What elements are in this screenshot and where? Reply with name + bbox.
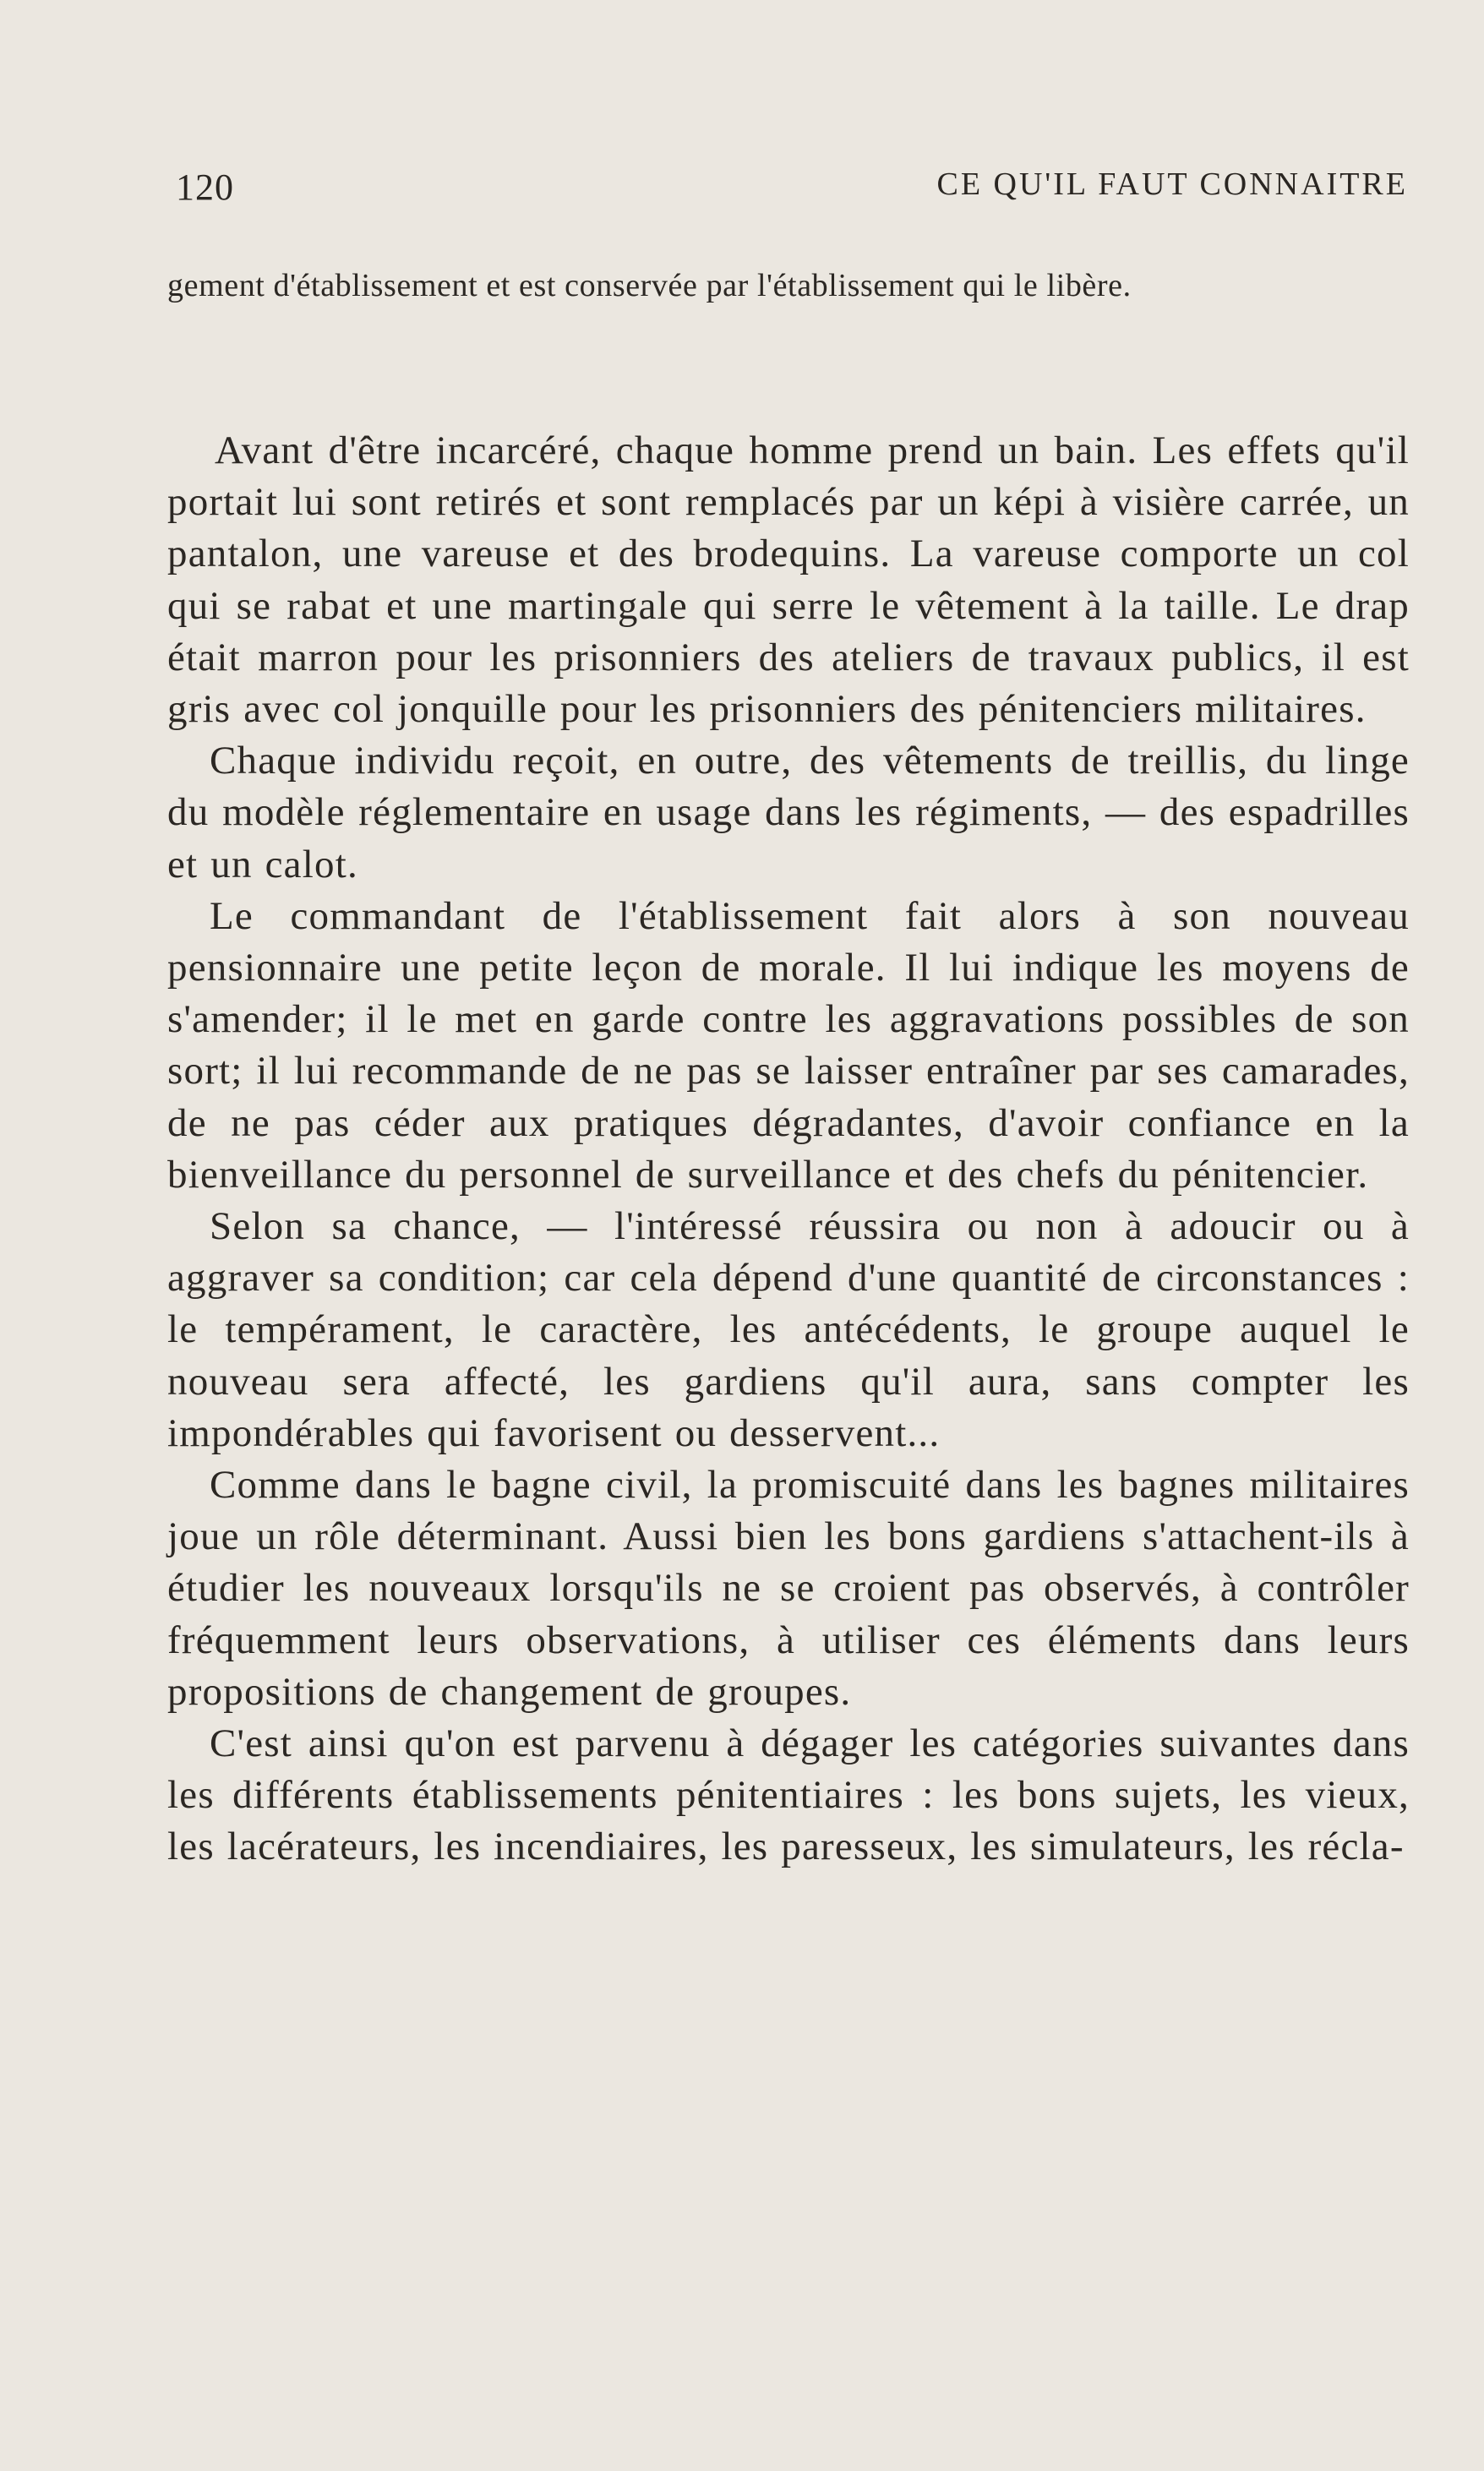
carryover-paragraph: gement d'établissement et est conservée par l'établissement qui le libère. [167,268,1132,303]
paragraph: Chaque individu reçoit, en outre, des vêtements de treillis, du linge du modèle réglementaire en usage dans les régiments, — des espadrilles et un calot. [167,739,1410,886]
paragraph: C'est ainsi qu'on est parvenu à dégager les catégories suivantes dans les différents établissements pénitentiaires : les bons sujets, les vieux, les lacérateurs, les incendiaires, les paresseux, les simulateurs, les récla- [167,1721,1410,1869]
body-text [167,425,1410,1874]
paragraph: Selon sa chance, — l'intéressé réussira ou non à adoucir ou à aggraver sa condition; car cela dépend d'une quantité de circonstances : le tempérament, le caractère, les antécédents, le groupe auquel le nouveau sera affecté, les gardiens qu'il aura, sans compter les impondérables qui favorisent ou desservent... [167,1204,1410,1455]
running-title: CE QU'IL FAUT CONNAITRE [936,166,1408,202]
running-header [176,166,1408,216]
paragraph: Avant d'être incarcéré, chaque homme prend un bain. Les effets qu'il portait lui sont retirés et sont remplacés par un képi à visière carrée, un pantalon, une vareuse et des brodequins. La vareuse comporte un col qui se rabat et une martingale qui serre le vêtement à la taille. Le drap était marron pour les prisonniers des ateliers de travaux publics, il est gris avec col jonquille pour les prisonniers des pénitenciers militaires. [167,428,1410,732]
page-number: 120 [176,166,234,208]
paragraph: Le commandant de l'établissement fait alors à son nouveau pensionnaire une petite leçon de morale. Il lui indique les moyens de s'amender; il le met en garde contre les aggravations possibles de son sort; il lui recommande de ne pas se laisser entraîner par ses camarades, de ne pas céder aux pratiques dégradantes, d'avoir confiance en la bienveillance du personnel de surveillance et des chefs du pénitencier. [167,893,1410,1197]
paragraph: Comme dans le bagne civil, la promiscuité dans les bagnes militaires joue un rôle déterminant. Aussi bien les bons gardiens s'attachent-ils à étudier les nouveaux lorsqu'ils ne se croient pas observés, à contrôler fréquemment leurs observations, à utiliser ces éléments dans leurs propositions de changement de groupes. [167,1463,1410,1714]
